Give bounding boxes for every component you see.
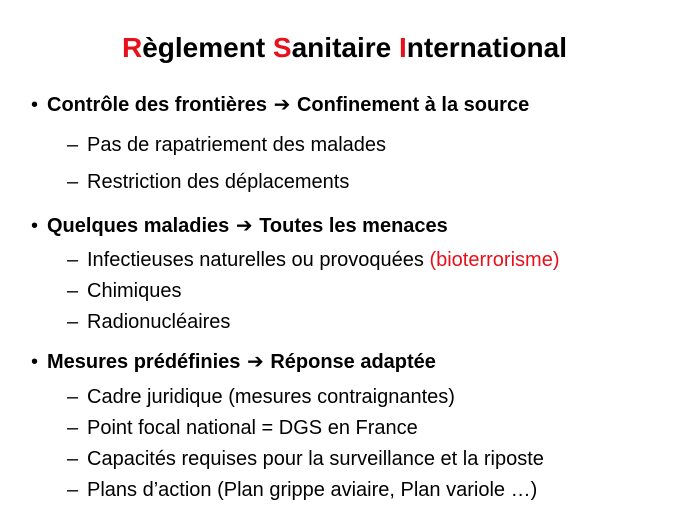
sub-item-text: Infectieuses naturelles ou provoquées — [87, 249, 424, 271]
arrow-right-icon: ➔ — [273, 94, 291, 116]
title-initial-s: S — [272, 32, 292, 63]
arrow-right-icon: ➔ — [246, 351, 264, 373]
title-word-sanitaire: anitaire — [291, 32, 399, 63]
sub-item-text: Pas de rapatriement des malades — [87, 134, 387, 156]
bullet-to-text: Confinement à la source — [296, 94, 530, 116]
sub-item-focal-point — [67, 415, 418, 441]
sub-item-infectious — [67, 247, 559, 273]
bullet-from-text: Contrôle des frontières — [47, 94, 268, 116]
bioterrorism-highlight: (bioterrorisme) — [429, 249, 560, 271]
bullet-to-text: Toutes les menaces — [259, 215, 448, 237]
sub-item-text: Restriction des déplacements — [87, 171, 350, 193]
title-word-international: nternational — [406, 32, 568, 63]
sub-item-text: Cadre juridique (mesures contraignantes) — [87, 386, 455, 408]
dash-marker: – — [67, 311, 79, 333]
title-initial-r: R — [121, 32, 143, 63]
arrow-right-icon: ➔ — [235, 215, 253, 237]
bullet-dot: • — [31, 351, 39, 373]
sub-item-no-repatriation — [67, 132, 386, 158]
bullet-dot: • — [31, 215, 39, 237]
sub-item-text: Capacités requises pour la surveillance et la riposte — [87, 448, 544, 470]
dash-marker: – — [67, 479, 79, 501]
sub-item-capacities — [67, 446, 544, 472]
dash-marker: – — [67, 417, 79, 439]
dash-marker: – — [67, 386, 79, 408]
sub-item-text: Radionucléaires — [87, 311, 231, 333]
title-initial-i: I — [399, 32, 407, 63]
sub-item-radionuclear — [67, 309, 230, 335]
dash-marker: – — [67, 280, 79, 302]
sub-item-chemical — [67, 278, 181, 304]
slide-title — [0, 30, 689, 66]
title-word-reglement: èglement — [142, 32, 273, 63]
sub-item-legal-framework — [67, 384, 455, 410]
sub-item-text: Chimiques — [87, 280, 182, 302]
bullet-frontier-control — [31, 92, 529, 118]
sub-item-text: Point focal national = DGS en France — [87, 417, 418, 439]
sub-item-text: Plans d’action (Plan grippe aviaire, Plan variole …) — [87, 479, 538, 501]
dash-marker: – — [67, 134, 79, 156]
dash-marker: – — [67, 171, 79, 193]
bullet-from-text: Mesures prédéfinies — [47, 351, 241, 373]
bullet-some-diseases — [31, 213, 448, 239]
sub-item-travel-restriction — [67, 169, 349, 195]
dash-marker: – — [67, 249, 79, 271]
sub-item-action-plans — [67, 477, 537, 503]
bullet-dot: • — [31, 94, 39, 116]
bullet-from-text: Quelques maladies — [47, 215, 230, 237]
bullet-to-text: Réponse adaptée — [270, 351, 436, 373]
dash-marker: – — [67, 448, 79, 470]
bullet-predefined-measures — [31, 349, 436, 375]
